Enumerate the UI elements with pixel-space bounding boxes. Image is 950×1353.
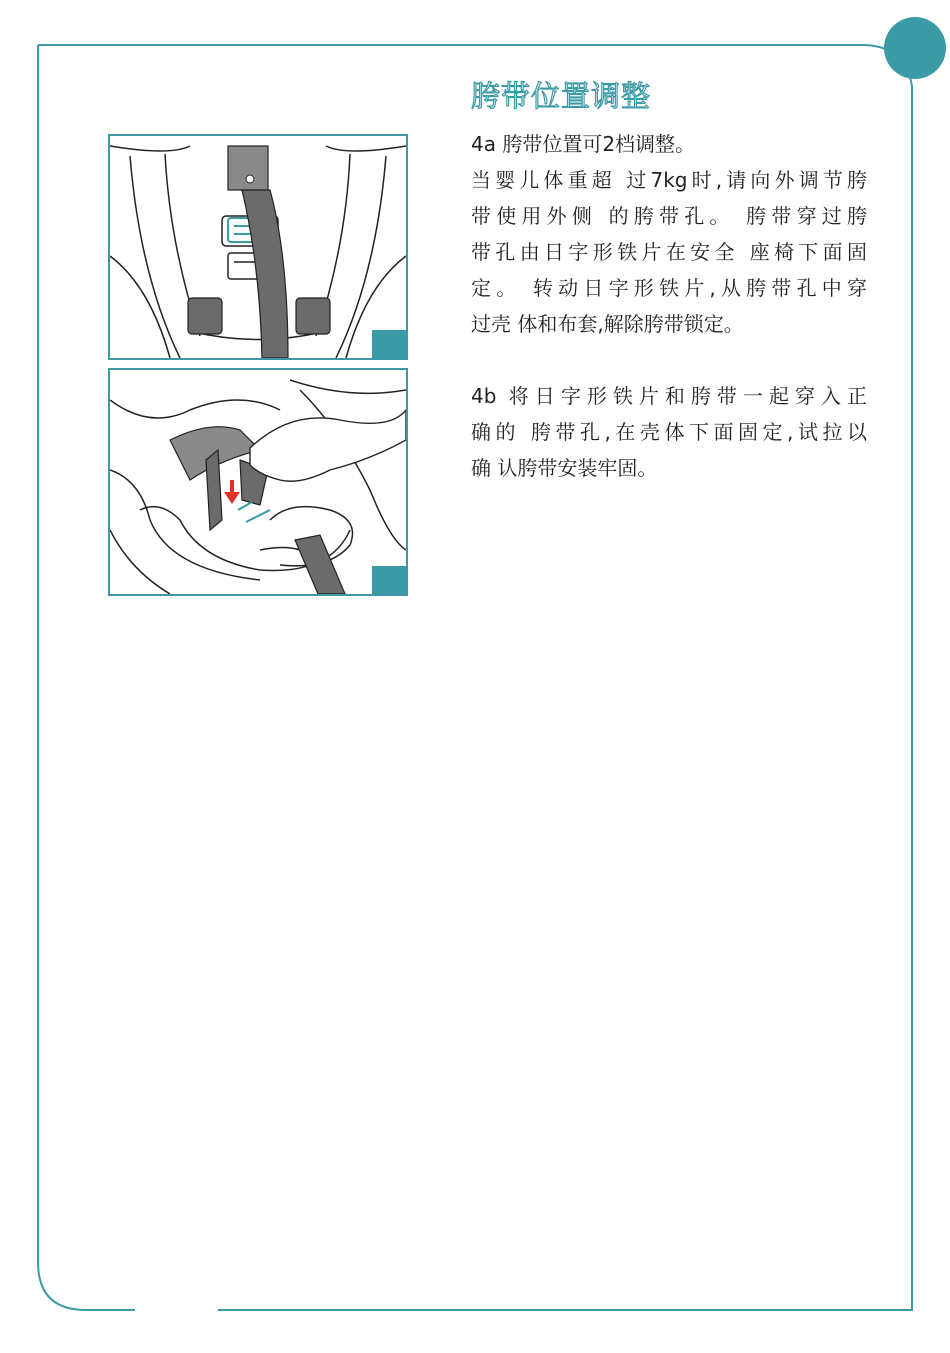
paragraph-line: 4b 将日字形铁片和胯带一起穿入正 — [471, 384, 867, 408]
paragraph-line: 当婴儿体重超 过7kg时,请向外调节胯 — [471, 168, 867, 192]
section-heading: 胯带位置调整 — [471, 79, 652, 113]
page-marker-dot — [884, 17, 946, 79]
paragraph-line: 定。 转动日字形铁片,从胯带孔中穿 — [471, 276, 867, 300]
paragraph-line: 确的 胯带孔,在壳体下面固定,试拉以 — [471, 420, 867, 444]
illustration-insert-plate — [108, 368, 408, 596]
illustration-corner-tab — [372, 330, 406, 358]
illustration-crotch-strap-slots — [108, 134, 408, 360]
illustration-corner-tab — [372, 566, 406, 594]
paragraph-line: 确 认胯带安装牢固。 — [471, 456, 658, 480]
paragraph-line: 4a 胯带位置可2档调整。 — [471, 132, 696, 156]
paragraph-line: 过壳 体和布套,解除胯带锁定。 — [471, 312, 744, 336]
paragraph-line: 带使用外侧 的胯带孔。 胯带穿过胯 — [471, 204, 867, 228]
paragraph-line: 带孔由日字形铁片在安全 座椅下面固 — [471, 240, 867, 264]
paragraph-4a — [471, 126, 867, 342]
paragraph-4b — [471, 378, 867, 486]
